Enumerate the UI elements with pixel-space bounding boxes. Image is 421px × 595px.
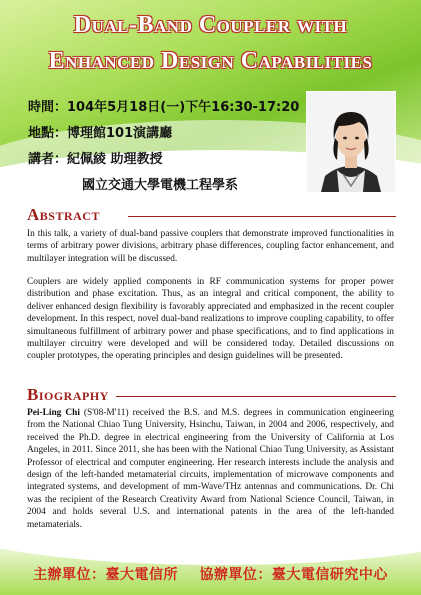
- speaker-photo: [306, 91, 396, 193]
- event-time: 時間：104年5月18日(一)下午16:30-17:20: [28, 100, 300, 115]
- speaker-affiliation: 國立交通大學電機工程學系: [82, 178, 239, 193]
- footer-background: [0, 525, 421, 595]
- poster-title-line2: Enhanced Design Capabilities: [48, 48, 373, 74]
- abstract-heading: Abstract: [27, 205, 100, 224]
- speaker-portrait-icon: [307, 92, 395, 192]
- footer-organizers: [0, 564, 421, 584]
- biography-divider: [116, 396, 396, 397]
- organizer-label: 主辦單位：臺大電信所: [33, 567, 179, 583]
- abstract-paragraph-1: In this talk, a variety of dual-band passive couplers that demonstrate improved functionalities in terms of arbitrary power divisions, arbitrary phase differences, coupling factor enhancement, and multilayer integration will be discussed.: [27, 229, 394, 264]
- event-place: 地點：博理館101演講廳: [28, 126, 173, 141]
- abstract-divider: [128, 216, 396, 217]
- speaker-name: Pei-Ling Chi: [27, 408, 80, 418]
- biography-paragraph: [27, 407, 394, 531]
- abstract-paragraph-2: Couplers are widely applied components in RF communication systems for proper power distribution and phase excitation. Thus, as an integral and critical component, the ability to deliver enhanced design flexibility is favorably appreciated and emphasized in the recent coupler development. In this respect, novel dual-band realizations to improve coupling capability, to offer simultaneous fulfillment of arbitrary power and phase specifications, and to find applications in multilayer circuitry were developed and will be considered today. Detailed discussions on coupler prototypes, the operating principles and design guidelines will be presented.: [27, 277, 394, 362]
- poster-title-line1: Dual-Band Coupler with: [73, 12, 348, 38]
- event-speaker: 講者：紀佩綾 助理教授: [28, 152, 163, 167]
- biography-text: (S'08-M'11) received the B.S. and M.S. degrees in communication engineering from the National Chiao Tung University, Hsinchu, Taiwan, in 2004 and 2006, respectively, and received the Ph.D. degree in electrical engineering from the University of California at Los Angeles, in 2011. Since 2011, she has been with the National Chiao Tung University, as Assistant Professor of electrical and computer engineering. Her research interests include the analysis and design of the left-handed metamaterial circuits, implementation of microwave components and integrated systems, and development of mm-Wave/THz antennas and communications. Dr. Chi was the recipient of the Research Creativity Award from National Science Council, Taiwan, in 2004 and holds several U.S. and international patents in the area of the left-handed metamaterials.: [27, 408, 394, 530]
- biography-heading: Biography: [27, 385, 109, 404]
- coorganizer-label: 協辦單位：臺大電信研究中心: [199, 567, 388, 583]
